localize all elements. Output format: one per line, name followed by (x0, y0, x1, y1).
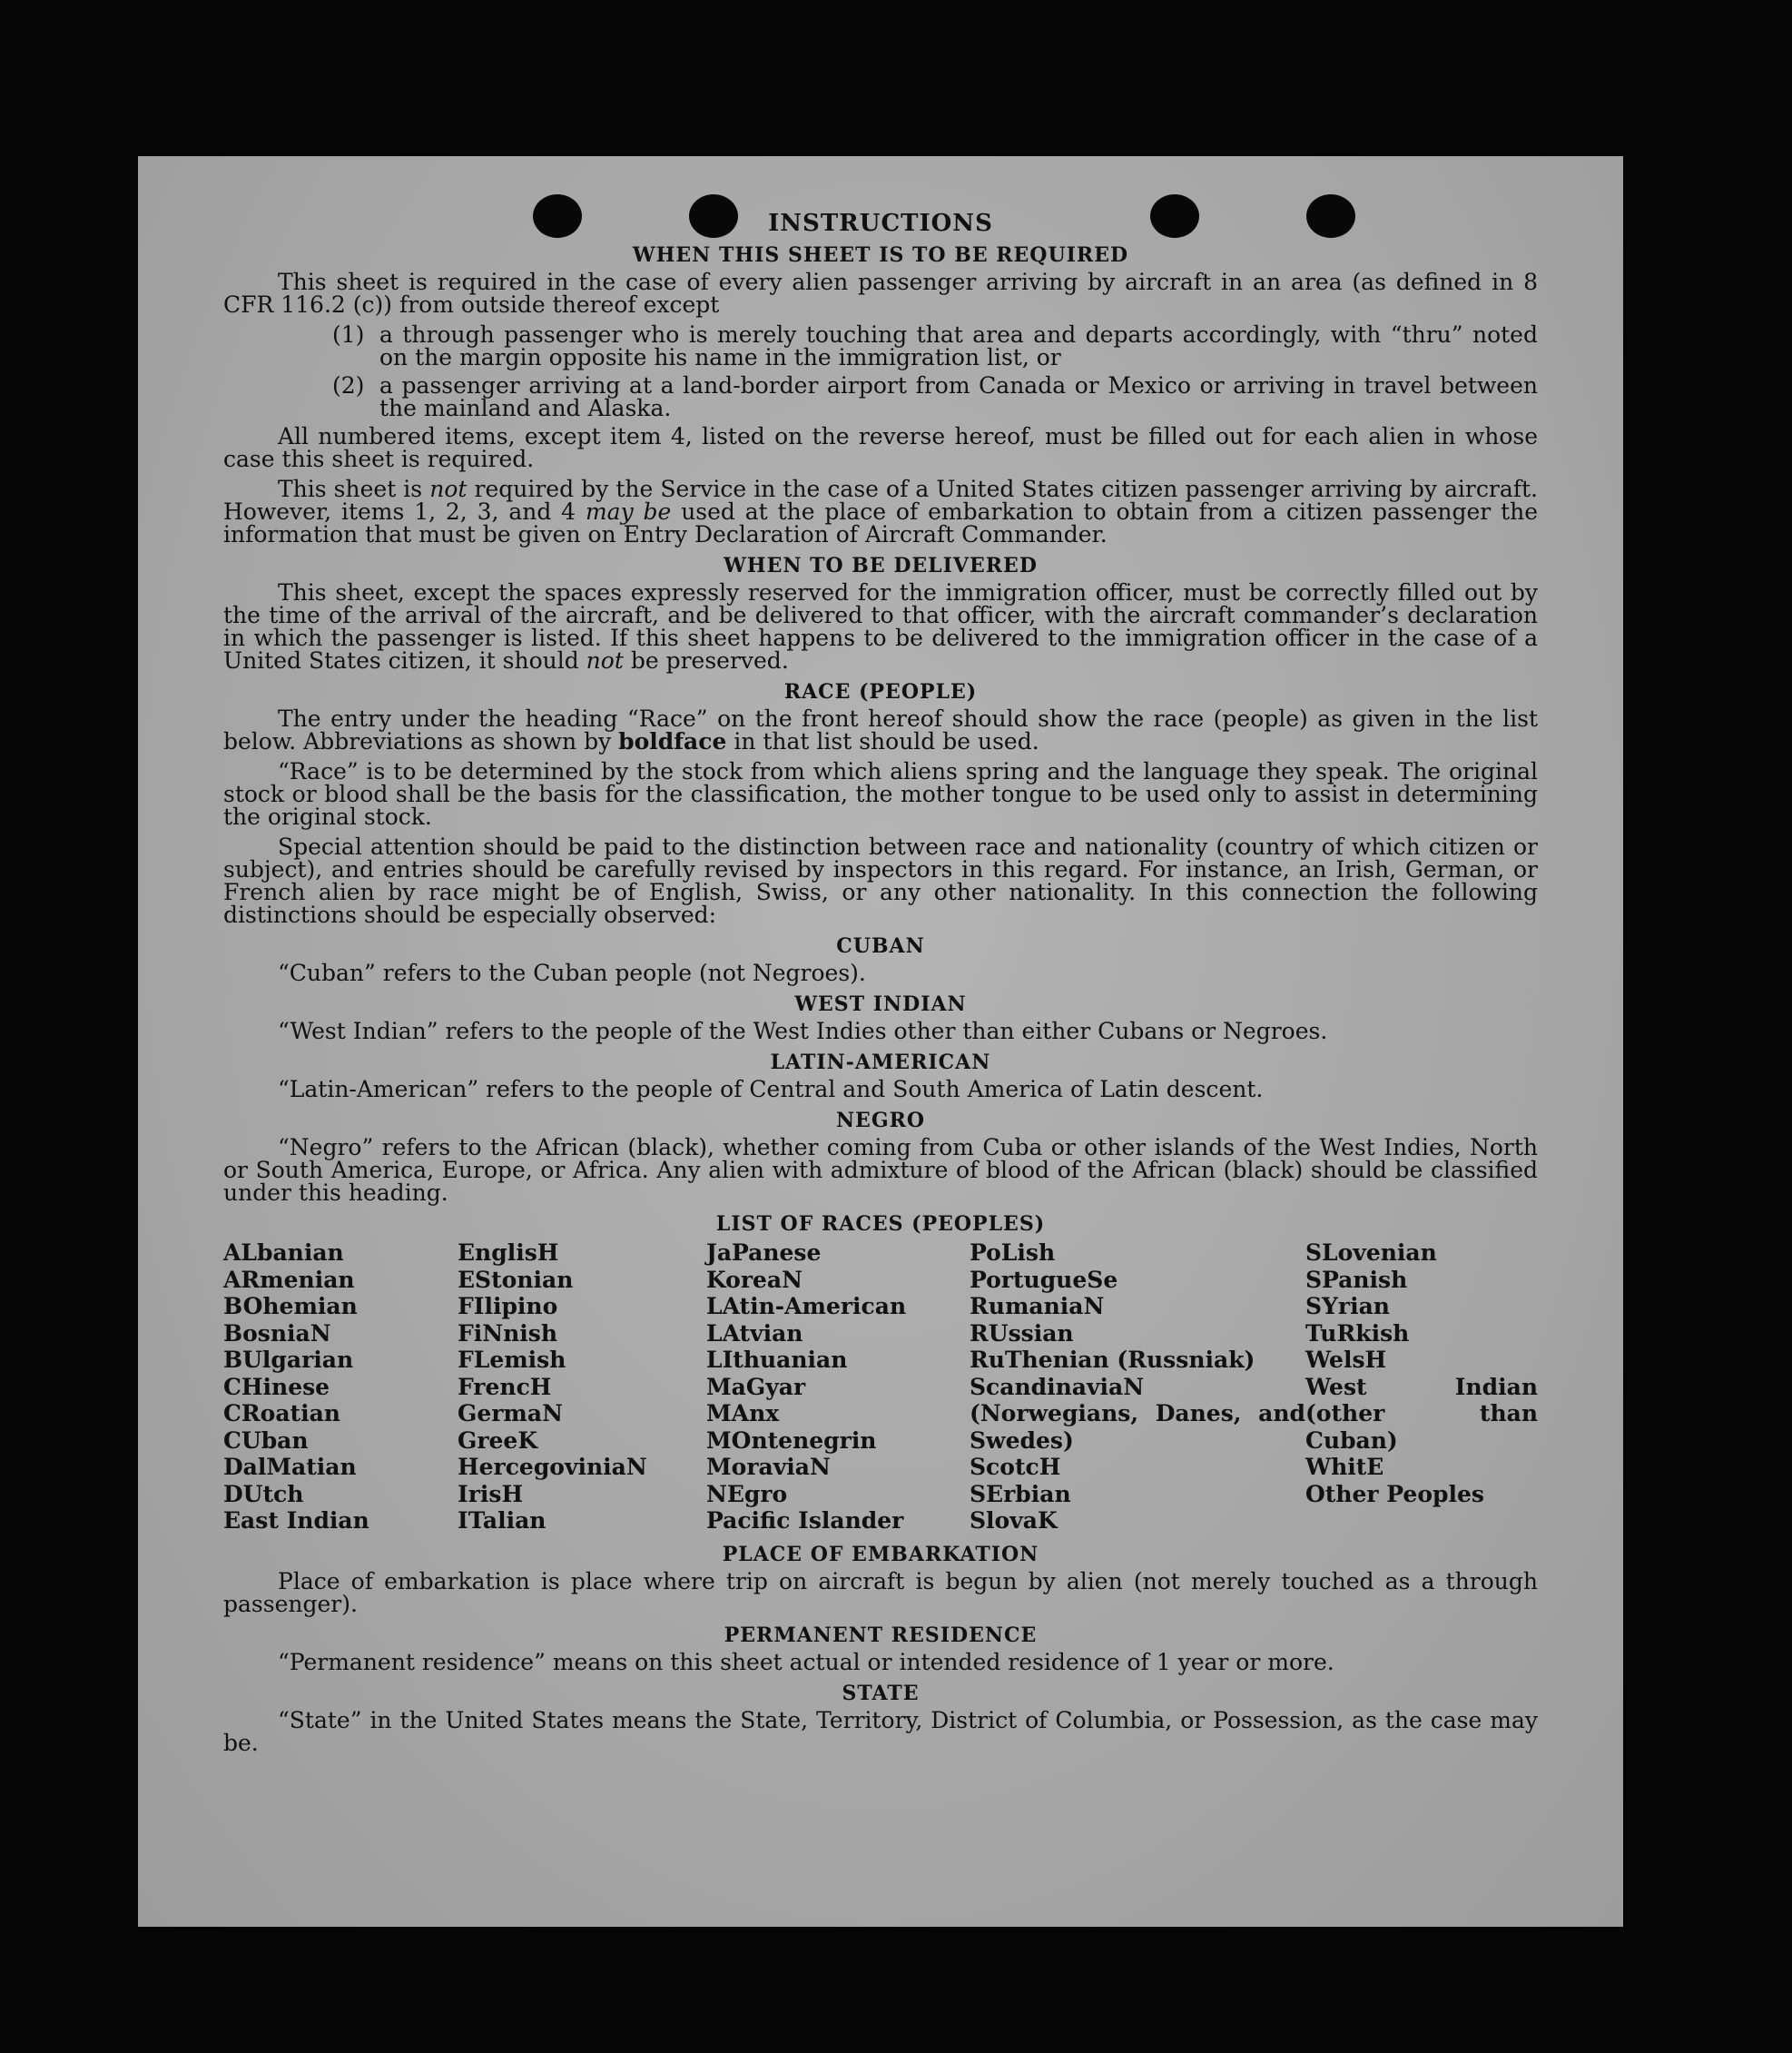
section-heading: NEGRO (835, 1109, 926, 1132)
race-entry: LAtvian (706, 1319, 803, 1347)
race-entry: ARmenian (223, 1266, 355, 1293)
paragraph: “West Indian” refers to the people of the West Indies other than either Cubans or Negroes. (278, 1018, 1328, 1044)
section-heading: CUBAN (836, 934, 925, 958)
race-entry: East Indian (223, 1507, 369, 1534)
document-sheet (138, 156, 1623, 1927)
race-column (1305, 1239, 1538, 1535)
section-heading: LIST OF RACES (PEOPLES) (715, 1212, 1046, 1236)
race-entry: West Indian (other than Cuban) (1305, 1373, 1538, 1454)
section-heading: WHEN TO BE DELIVERED (724, 554, 1038, 577)
race-entry: HercegoviniaN (458, 1454, 647, 1480)
paragraph: “State” in the United States means the State, Territory, District of Columbia, or Possession, as the case may be. (223, 1706, 1538, 1756)
race-entry: EStonian (458, 1266, 574, 1293)
race-entry: FIlipino (458, 1293, 558, 1319)
race-column (706, 1239, 970, 1535)
race-entry: Other Peoples (1305, 1480, 1484, 1507)
race-entry: FiNnish (458, 1319, 558, 1347)
race-entry: ITalian (458, 1507, 546, 1534)
race-column (970, 1239, 1305, 1535)
paragraph: This sheet is not required by the Service in the case of a United States citizen passenger arriving by aircraft. However, items 1, 2, 3, and 4 may be used at the place of embarkation to obtain from a citizen passenger the information that must be given on Entry Declaration of Aircraft Commander. (223, 476, 1539, 548)
paragraph: “Latin-American” refers to the people of Central and South America of Latin descent. (278, 1076, 1264, 1102)
section-heading: PERMANENT RESIDENCE (724, 1623, 1038, 1647)
race-entry: MaGyar (706, 1373, 806, 1400)
race-entry: CHinese (223, 1373, 330, 1400)
section-heading: STATE (842, 1681, 920, 1705)
race-entry: ALbanian (223, 1239, 344, 1266)
race-entry: WhitE (1305, 1454, 1384, 1480)
race-entry: PortugueSe (970, 1266, 1118, 1293)
race-entry: FLemish (458, 1347, 566, 1373)
race-entry: PoLish (970, 1239, 1056, 1266)
race-entry: FrencH (458, 1373, 552, 1400)
race-entry: SPanish (1305, 1266, 1408, 1293)
race-entry: EnglisH (458, 1239, 559, 1266)
race-entry: JaPanese (706, 1239, 822, 1266)
instructions-body (223, 212, 1538, 1762)
race-entry: MOntenegrin (706, 1426, 877, 1454)
section-heading: WEST INDIAN (794, 992, 967, 1016)
race-entry: RuThenian (Russniak) (970, 1347, 1255, 1373)
paragraph: “Cuban” refers to the Cuban people (not Negroes). (278, 960, 866, 986)
race-entry: GermaN (458, 1400, 563, 1426)
race-entry: MoraviaN (706, 1454, 831, 1480)
list-item: (1) a through passenger who is merely touching that area and departs accordingly, with “thru” noted on the margin opposite his name in the immigration list, or (332, 321, 1538, 370)
paragraph: “Permanent residence” means on this sheet actual or intended residence of 1 year or more. (278, 1648, 1334, 1675)
race-entry: DUtch (223, 1480, 304, 1507)
race-entry: DalMatian (223, 1454, 357, 1480)
section-heading: LATIN-AMERICAN (770, 1051, 991, 1074)
race-entry: GreeK (458, 1426, 538, 1454)
race-entry: SErbian (970, 1480, 1071, 1507)
paragraph: All numbered items, except item 4, listed on the reverse hereof, must be filled out for each alien in whose case this sheet is required. (223, 423, 1538, 472)
race-entry: IrisH (458, 1480, 524, 1507)
section-heading: WHEN THIS SHEET IS TO BE REQUIRED (632, 243, 1129, 267)
paragraph: “Negro” refers to the African (black), whether coming from Cuba or other islands of the West Indies, North or South America, Europe, or Africa. Any alien with admixture of blood of the African (black) should be classified under this heading. (223, 1134, 1538, 1206)
section-heading: PLACE OF EMBARKATION (722, 1542, 1039, 1566)
race-column (458, 1239, 706, 1535)
race-entry: SYrian (1305, 1293, 1390, 1319)
race-entry: TuRkish (1305, 1319, 1410, 1347)
race-entry: SLovenian (1305, 1239, 1437, 1266)
race-entry: Pacific Islander (706, 1507, 904, 1534)
section-heading: RACE (PEOPLE) (783, 680, 978, 704)
race-entry: ScandinaviaN (Norwegians, Danes, and Swedes) (970, 1373, 1305, 1454)
race-entry: WelsH (1305, 1347, 1387, 1373)
paragraph: This sheet, except the spaces expressly reserved for the immigration officer, must be correctly filled out by the time of the arrival of the aircraft, and be delivered to that officer, with the aircraft commander’s declaration in which the passenger is listed. If this sheet happens to be delivered to the immigration officer in the case of a United States citizen, it should not be preserved. (223, 579, 1538, 674)
race-entry: CUban (223, 1426, 309, 1454)
race-entry: BOhemian (223, 1293, 358, 1319)
paragraph: This sheet is required in the case of every alien passenger arriving by aircraft in an area (as defined in 8 CFR 116.2 (c)) from outside thereof except (223, 269, 1538, 318)
race-list (223, 1239, 1538, 1535)
race-entry: RumaniaN (970, 1293, 1105, 1319)
race-entry: BosniaN (223, 1319, 331, 1347)
race-entry: NEgro (706, 1480, 788, 1507)
race-entry: BUlgarian (223, 1347, 354, 1373)
race-entry: KoreaN (706, 1266, 802, 1293)
paragraph: The entry under the heading “Race” on the front hereof should show the race (people) as given in the list below. Abbreviations as shown by boldface in that list should be used. (223, 706, 1538, 755)
race-entry: MAnx (706, 1400, 780, 1426)
paragraph: Special attention should be paid to the distinction between race and nationality (country of which citizen or subject), and entries should be carefully revised by inspectors in this regard. For instance, an Irish, German, or French alien by race might be of English, Swiss, or any other nationality. In this connection the following distinctions should be especially observed: (223, 834, 1538, 928)
paragraph: “Race” is to be determined by the stock from which aliens spring and the language they speak. The original stock or blood shall be the basis for the classification, the mother tongue to be used only to assist in determining the original stock. (223, 758, 1538, 830)
paragraph: Place of embarkation is place where trip on aircraft is begun by alien (not merely touched as a through passenger). (223, 1567, 1538, 1617)
race-entry: RUssian (970, 1319, 1074, 1347)
race-column (223, 1239, 458, 1535)
page-title: INSTRUCTIONS (768, 210, 993, 237)
race-entry: SlovaK (970, 1507, 1058, 1534)
race-entry: ScotcH (970, 1454, 1061, 1480)
list-item: (2) a passenger arriving at a land-border airport from Canada or Mexico or arriving in travel between the mainland and Alaska. (332, 372, 1538, 421)
race-entry: LAtin-American (706, 1293, 907, 1319)
race-entry: LIthuanian (706, 1347, 848, 1373)
race-entry: CRoatian (223, 1400, 340, 1426)
